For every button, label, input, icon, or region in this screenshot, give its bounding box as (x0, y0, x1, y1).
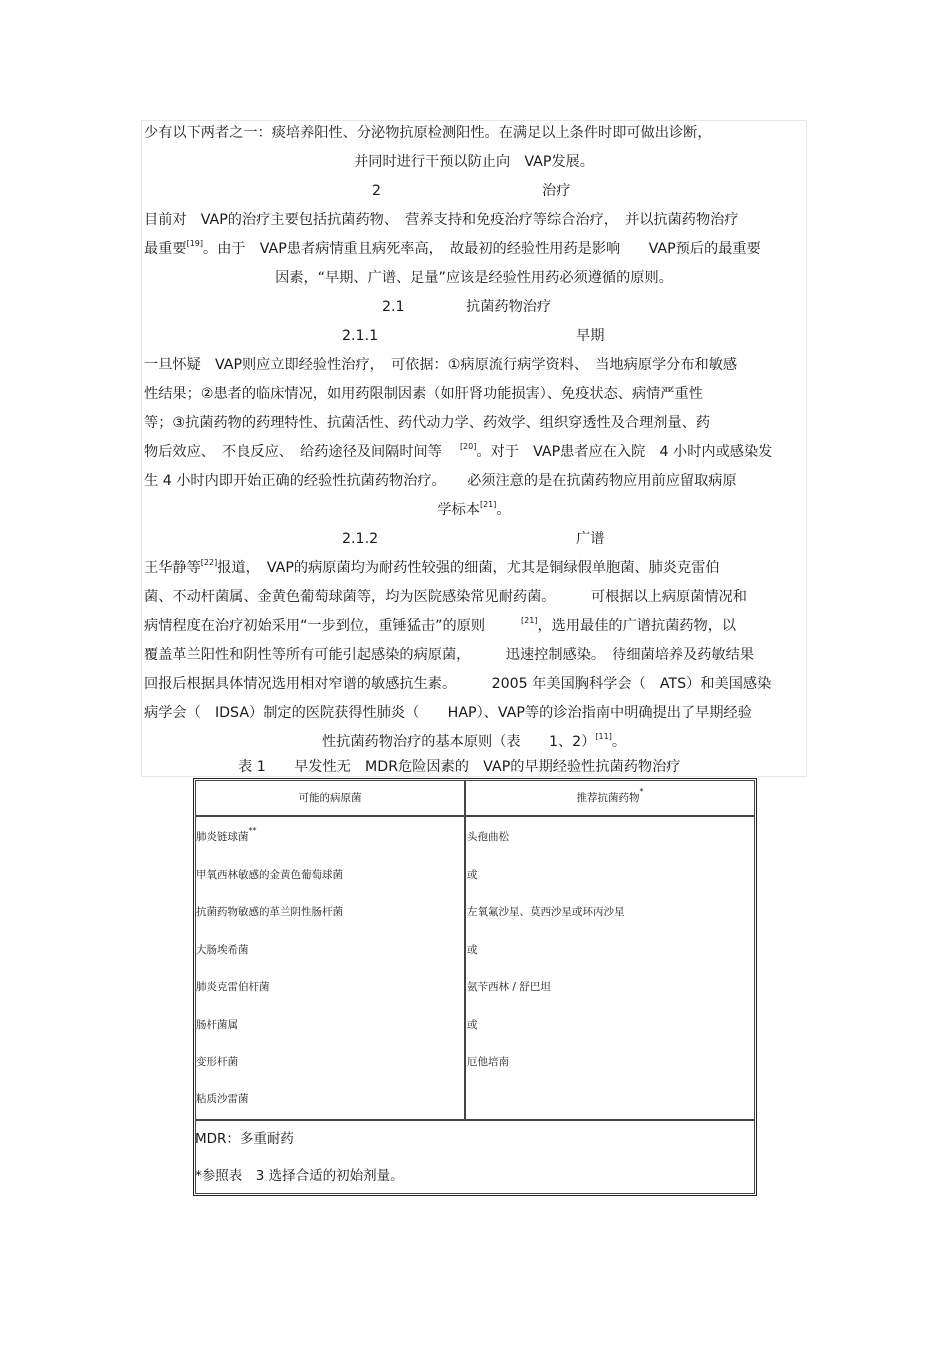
paragraph-line: 病学会（ IDSA）制定的医院获得性肺炎（ HAP）、VAP等的诊治指南中明确提出了早期经验 (144, 705, 752, 721)
paragraph-line: 一旦怀疑 VAP则应立即经验性治疗， 可依据：①病原流行病学资料、 当地病原学分布和敏感 (144, 357, 738, 373)
list-item: 氨苄西林 / 舒巴坦 (467, 981, 551, 993)
paragraph-line: 因素，“早期、广谱、足量”应该是经验性用药必须遵循的原则。 (275, 270, 673, 286)
section-heading-2-1-1 (144, 323, 804, 349)
paragraph-line: 病情程度在治疗初始采用“一步到位，重锤猛击”的原则 [21]，选用最佳的广谱抗菌药物，以 (144, 616, 737, 634)
list-item: 或 (467, 1019, 478, 1031)
heading-title: 早期 (576, 328, 605, 344)
section-heading-2 (144, 178, 804, 204)
heading-title: 治疗 (542, 183, 571, 199)
citation: [21] (479, 500, 497, 509)
paragraph-line: 学标本[21]。 (437, 500, 511, 518)
paragraph-line: 王华静等[22]报道， VAP的病原菌均为耐药性较强的细菌，尤其是铜绿假单胞菌、肺炎克雷伯 (144, 558, 720, 576)
paragraph-line: 物后效应、 不良反应、 给药途径及间隔时间等 [20]。对于 VAP患者应在入院 4 小时内或感染发 (144, 442, 773, 460)
citation: [20] (459, 442, 477, 451)
heading-title: 抗菌药物治疗 (466, 299, 552, 315)
paragraph-line: 覆盖革兰阳性和阴性等所有可能引起感染的病原菌， 迅速控制感染。 待细菌培养及药敏结果 (144, 647, 755, 663)
list-item: 或 (467, 869, 478, 881)
heading-number: 2.1.1 (342, 328, 379, 344)
paragraph-line: 等；③抗菌药物的药理特性、抗菌活性、药代动力学、药效学、组织穿透性及合理剂量、药 (144, 415, 711, 431)
table-note-dose: *参照表 3 选择合适的初始剂量。 (195, 1168, 404, 1184)
paragraph-line: 菌、不动杆菌属、金黄色葡萄球菌等，均为医院感染常见耐药菌。 可根据以上病原菌情况和 (144, 589, 747, 605)
citation: [21] (521, 616, 538, 625)
list-item: 或 (467, 944, 478, 956)
drug-cell (465, 816, 755, 1120)
heading-number: 2 (372, 183, 382, 199)
paragraph-line: 并同时进行干预以防止向 VAP发展。 (354, 154, 594, 170)
list-item: 左氧氟沙星、莫西沙星或环丙沙星 (467, 906, 625, 918)
heading-number: 2.1 (382, 299, 405, 315)
paragraph-line: 性结果；②患者的临床情况，如用药限制因素（如肝肾功能损害）、免疫状态、病情严重性 (144, 386, 703, 402)
section-heading-2-1-2 (144, 526, 804, 552)
section-heading-2-1 (144, 294, 804, 320)
list-item: 抗菌药物敏感的革兰阴性肠杆菌 (196, 906, 343, 918)
list-item: 头孢曲松 (467, 831, 509, 843)
citation: [19] (186, 239, 203, 248)
heading-title: 广谱 (576, 531, 605, 547)
paragraph-line: 少有以下两者之一：痰培养阳性、分泌物抗原检测阳性。在满足以上条件时即可做出诊断， (144, 125, 712, 141)
paragraph-line: 生 4 小时内即开始正确的经验性抗菌药物治疗。 必须注意的是在抗菌药物应用前应留取病原 (144, 473, 737, 489)
list-item: 粘质沙雷菌 (196, 1093, 249, 1105)
table-title: 表 1 早发性无 MDR危险因素的 VAP的早期经验性抗菌药物治疗 (238, 759, 681, 775)
paragraph-line: 最重要[19]。由于 VAP患者病情重且病死率高， 故最初的经验性用药是影响 VAP预后的最重要 (144, 239, 761, 257)
list-item: 肺炎克雷伯杆菌 (196, 981, 270, 993)
paragraph-line: 性抗菌药物治疗的基本原则（表 1、2）[11]。 (321, 732, 627, 750)
heading-number: 2.1.2 (342, 531, 379, 547)
column-header-drug: 推荐抗菌药物* (576, 787, 644, 804)
table-note-abbr: MDR：多重耐药 (195, 1131, 294, 1147)
list-item: 肺炎链球菌** (196, 826, 257, 843)
list-item: 肠杆菌属 (196, 1019, 238, 1031)
citation: [22] (200, 558, 218, 567)
list-item: 甲氧西林敏感的金黄色葡萄球菌 (196, 869, 343, 881)
list-item: 变形杆菌 (196, 1056, 238, 1068)
list-item: 厄他培南 (467, 1056, 509, 1068)
citation: [11] (595, 732, 612, 741)
paragraph-line: 目前对 VAP的治疗主要包括抗菌药物、 营养支持和免疫治疗等综合治疗， 并以抗菌药物治疗 (144, 212, 739, 228)
list-item: 大肠埃希菌 (196, 944, 249, 956)
column-header-pathogen: 可能的病原菌 (298, 792, 362, 804)
pathogen-cell (195, 816, 465, 1120)
paragraph-line: 回报后根据具体情况选用相对窄谱的敏感抗生素。 2005 年美国胸科学会（ ATS）和美国感染 (144, 676, 772, 692)
